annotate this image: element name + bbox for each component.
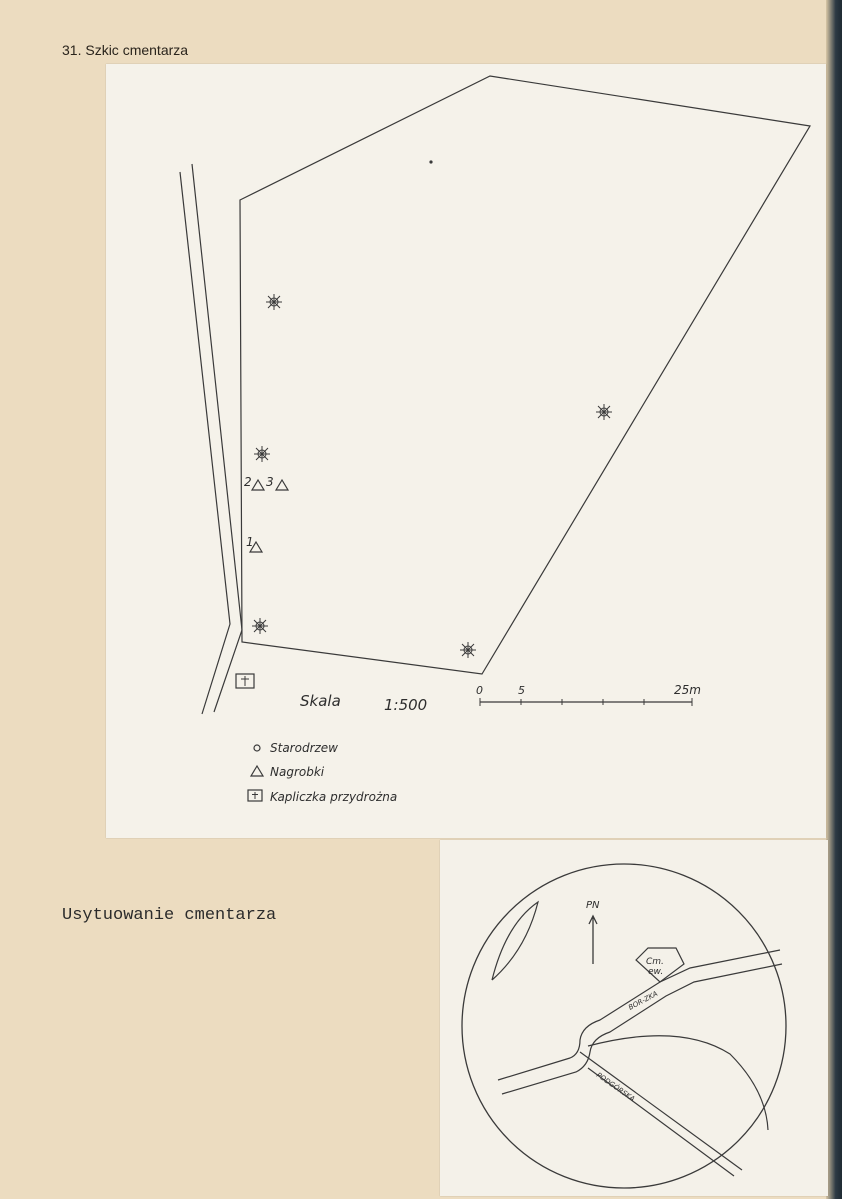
legend-chapel-icon xyxy=(248,790,262,801)
grave-number-3: 3 xyxy=(266,475,274,489)
grave-2-icon xyxy=(252,480,264,490)
locator-map xyxy=(440,840,828,1196)
page-title: 31. Szkic cmentarza xyxy=(62,42,189,58)
terrain-contour xyxy=(492,902,538,980)
road-upper-edge xyxy=(498,950,780,1080)
cemetery-label: ew. xyxy=(648,967,664,977)
road-label-upper: BOR-ZKA xyxy=(627,989,660,1012)
scale-tick-25m: 25m xyxy=(674,683,701,697)
grave-number-1: 1 xyxy=(246,535,254,549)
cemetery-boundary xyxy=(240,76,810,674)
cemetery-sketch xyxy=(106,64,826,838)
chapel-icon xyxy=(236,674,254,688)
scale-label: Skala xyxy=(300,692,341,710)
north-label: PN xyxy=(586,900,600,911)
page-edge xyxy=(826,0,842,1199)
tree-symbol xyxy=(596,404,612,420)
cemetery-label: Cm. xyxy=(646,957,664,967)
scale-tick-0: 0 xyxy=(476,684,483,697)
cemetery-sketch-sheet xyxy=(106,64,826,838)
scale-value: 1:500 xyxy=(384,696,428,714)
north-arrow-icon xyxy=(589,916,597,964)
tree-symbol xyxy=(254,446,270,462)
tree-symbol xyxy=(266,294,282,310)
road-lower-edge xyxy=(502,964,782,1094)
legend-circle-icon xyxy=(254,745,260,751)
legend-triangle-icon xyxy=(251,766,263,776)
tree-symbol xyxy=(252,618,268,634)
legend-old-trees: Starodrzew xyxy=(270,741,338,755)
stray-dot xyxy=(429,160,432,163)
tree-symbol xyxy=(460,642,476,658)
road-line-inner xyxy=(192,164,242,712)
road-diagonal-edge xyxy=(580,1052,742,1170)
legend-chapel: Kapliczka przydrożna xyxy=(270,790,398,804)
grave-3-icon xyxy=(276,480,288,490)
legend-graves: Nagrobki xyxy=(270,765,325,779)
locator-map-sheet xyxy=(440,840,828,1196)
road-label-lower: PODGÓRSKA xyxy=(594,1071,637,1104)
map-circle xyxy=(462,864,786,1188)
location-caption: Usytuowanie cmentarza xyxy=(62,906,277,925)
grave-number-2: 2 xyxy=(244,475,252,489)
scale-tick-5: 5 xyxy=(518,684,525,697)
